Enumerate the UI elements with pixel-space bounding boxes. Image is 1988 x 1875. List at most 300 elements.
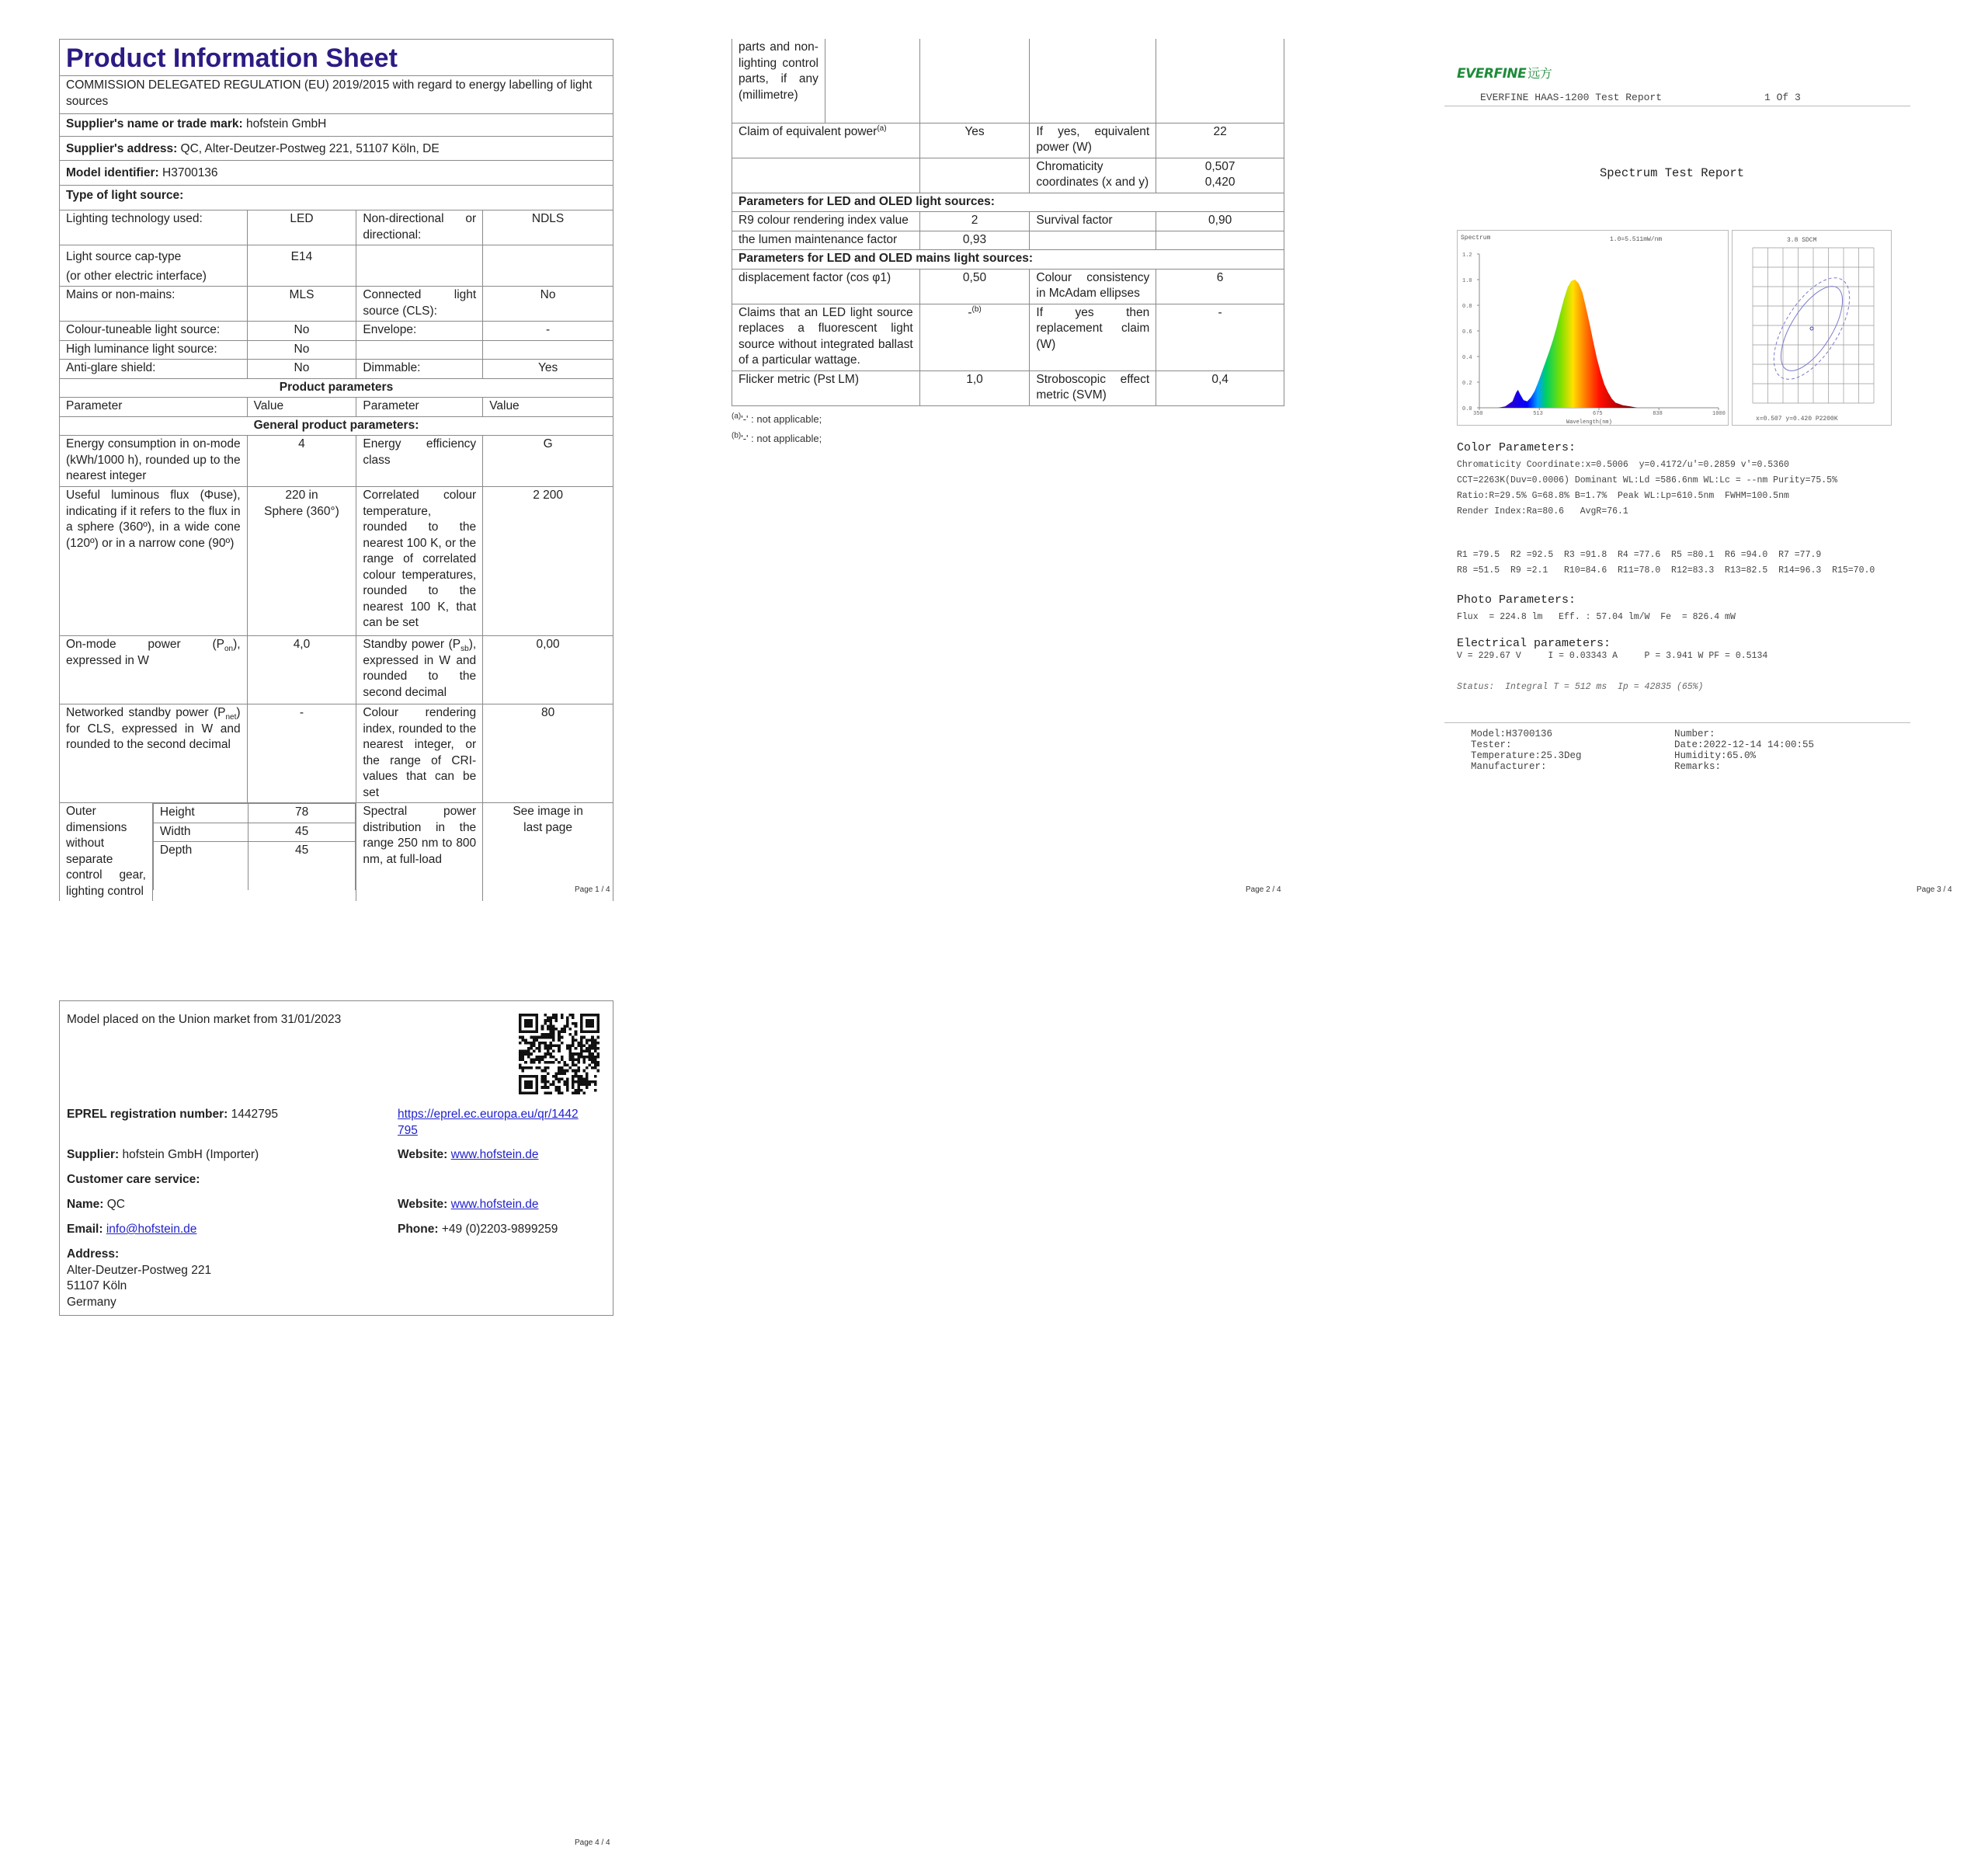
eprel-value: 1442795 [231,1108,278,1121]
sdcm-grid [1753,248,1874,403]
color-line-3: Ratio:R=29.5% G=68.8% B=1.7% Peak WL:Lp=610.5nm FWHM=100.5nm [1457,491,1789,501]
photo-title: Photo Parameters: [1457,593,1576,607]
qr-module [555,1014,558,1017]
qr-module [563,1024,566,1028]
qr-module [547,1091,550,1094]
qr-module [549,1061,552,1064]
qr-module [580,1080,583,1084]
qr-module [582,1061,586,1064]
qr-module [538,1047,541,1050]
qr-module [561,1070,564,1073]
qr-module [572,1058,575,1061]
consist-value: 6 [1156,269,1284,304]
netstandby-sub: net [225,713,237,722]
qr-module [549,1022,552,1025]
email-label: Email: [67,1223,103,1236]
qr-module [555,1058,558,1061]
x-axis-label: Wavelength(nm) [1566,419,1612,426]
qr-module [524,1066,527,1070]
qr-module [552,1033,555,1036]
qr-module [594,1061,597,1064]
eclass-label: Energy efficiency class [356,436,483,487]
qr-module [519,1058,522,1061]
qr-module [586,1038,589,1042]
qr-module [549,1019,552,1022]
qr-module [522,1038,525,1042]
qr-module [544,1042,547,1045]
color-line-1: Chromaticity Coordinate:x=0.5006 y=0.4172/u'=0.2859 v'=0.5360 [1457,460,1789,470]
qr-module [544,1022,547,1025]
qr-module [547,1066,550,1070]
consist-label: Colour consistency in McAdam ellipses [1030,269,1156,304]
qr-finder [586,1019,594,1028]
qr-module [533,1050,536,1053]
qr-module [552,1014,555,1017]
qr-module [577,1042,580,1045]
qr-module [547,1072,550,1075]
qr-module [544,1091,547,1094]
qr-module [547,1017,550,1020]
qr-module [569,1028,572,1031]
qr-module [544,1077,547,1080]
regulation-text: COMMISSION DELEGATED REGULATION (EU) 2019/2015 with regard to energy labelling of light sources [60,76,613,114]
qr-module [589,1056,592,1059]
ri-line-1: R1 =79.5 R2 =92.5 R3 =91.8 R4 =77.6 R5 =80.1 R6 =94.0 R7 =77.9 [1457,550,1822,560]
qr-module [580,1038,583,1042]
qr-module [538,1058,541,1061]
qr-module [555,1028,558,1031]
claims-sup: (b) [971,304,982,314]
cct-label: Correlated colour temperature, rounded to the nearest 100 K, or the range of correlated colour temperatures, rounded to the nearest 100 K, that can be set [356,487,483,636]
supplier-label: Supplier: [67,1148,120,1161]
standby-sub: sb [461,645,469,654]
qr-module [594,1047,597,1050]
qr-module [569,1050,572,1053]
qr-module [591,1052,594,1056]
strobo-value: 0,4 [1156,370,1284,405]
page-2 [732,39,1284,448]
replace-value: - [1156,304,1284,370]
qr-module [596,1036,600,1039]
qr-module [547,1024,550,1028]
qr-module [561,1014,564,1017]
qr-module [575,1070,578,1073]
footnote-a-sup: (a) [732,412,742,421]
qr-module [569,1066,572,1070]
qr-module [586,1086,589,1089]
qr-module [575,1031,578,1034]
website-link[interactable]: www.hofstein.de [450,1148,539,1161]
cct-value: 2 200 [483,487,613,636]
qr-module [527,1052,530,1056]
qr-module [519,1052,522,1056]
qr-module [552,1017,555,1020]
dimmable-value: Yes [483,360,613,379]
qr-module [519,1066,522,1070]
report-title: Spectrum Test Report [1600,166,1745,180]
chroma-label: Chromaticity coordinates (x and y) [1030,158,1156,193]
qr-module [541,1033,544,1036]
qr-module [589,1052,592,1056]
market-text: Model placed on the Union market from 31/01/2023 [67,1013,342,1026]
qr-module [580,1050,583,1053]
qr-module [591,1080,594,1084]
qr-module [552,1031,555,1034]
qr-module [572,1036,575,1039]
sdcm-outer-ellipse [1759,266,1865,391]
page-1 [59,39,613,901]
manufacturer-line: Manufacturer: [1471,761,1547,772]
qr-module [552,1036,555,1039]
y-tick-label: 0.8 [1462,304,1472,310]
qr-module [591,1038,594,1042]
qr-module [544,1070,547,1073]
envelope-value: - [483,322,613,341]
energy-value: 4 [247,436,356,487]
depth-label: Depth [153,842,248,890]
qr-module [582,1044,586,1047]
qr-module [530,1061,533,1064]
qr-module [569,1056,572,1059]
qr-module [596,1047,600,1050]
qr-module [538,1066,541,1070]
qr-module [594,1056,597,1059]
qr-module [572,1084,575,1087]
colour-value: No [247,322,356,341]
strobo-label: Stroboscopic effect metric (SVM) [1030,370,1156,405]
qr-module [566,1019,569,1022]
qr-module [563,1031,566,1034]
qr-module [522,1066,525,1070]
qr-module [524,1042,527,1045]
qr-module [577,1070,580,1073]
page-number-1: Page 1 / 4 [575,885,610,894]
qr-module [558,1050,561,1053]
r9-label: R9 colour rendering index value [732,212,920,231]
qr-module [558,1044,561,1047]
date-line: Date:2022-12-14 14:00:55 [1674,739,1815,750]
cap-value: E14 [247,245,356,287]
qr-module [577,1052,580,1056]
qr-module [549,1033,552,1036]
qr-module [594,1080,597,1084]
qr-module [561,1072,564,1075]
qr-module [522,1070,525,1073]
qr-module [541,1070,544,1073]
dir-value: NDLS [483,210,613,245]
dir-label: Non-directional or directional: [356,210,483,245]
qr-module [563,1072,566,1075]
qr-module [522,1058,525,1061]
qr-module [530,1058,533,1061]
qr-finder [524,1019,533,1028]
tester-line: Tester: [1471,739,1512,750]
qr-module [541,1056,544,1059]
qr-module [547,1047,550,1050]
replace-label: If yes then replacement claim (W) [1030,304,1156,370]
supplier-address-label: Supplier's address: [66,141,178,155]
qr-module [577,1056,580,1059]
qr-module [527,1050,530,1053]
qr-module [524,1038,527,1042]
footnote-b-text: '-' : not applicable; [741,432,822,444]
qr-module [547,1086,550,1089]
eprel-label: EPREL registration number: [67,1108,228,1121]
page-4 [59,1000,613,1316]
qr-module [582,1080,586,1084]
qr-module [575,1091,578,1094]
col-parameter: Parameter [60,398,248,417]
page-number-2: Page 2 / 4 [1246,885,1281,894]
qr-module [541,1024,544,1028]
qr-module [575,1089,578,1092]
qr-module [594,1044,597,1047]
qr-module [549,1044,552,1047]
qr-module [538,1036,541,1039]
qr-module [582,1091,586,1094]
qr-finder [519,1075,538,1078]
qr-finder [519,1091,538,1094]
cap-label-2: (or other electric interface) [66,269,207,283]
page-number-4: Page 4 / 4 [575,1838,610,1847]
qr-module [549,1036,552,1039]
qr-module [569,1044,572,1047]
qr-module [530,1042,533,1045]
qr-module [589,1064,592,1067]
qr-finder [596,1014,600,1033]
qr-module [533,1036,536,1039]
qr-module [575,1075,578,1078]
qr-module [572,1080,575,1084]
website2-label: Website: [398,1198,448,1211]
qr-module [558,1038,561,1042]
height-label: Height [153,804,248,823]
qr-module [575,1038,578,1042]
qr-module [594,1050,597,1053]
qr-module [558,1086,561,1089]
qr-module [522,1050,525,1053]
qr-module [572,1070,575,1073]
model-line: Model:H3700136 [1471,729,1553,739]
qr-finder [519,1014,522,1033]
qr-finder [519,1075,522,1094]
qr-module [533,1061,536,1064]
qr-module [594,1075,597,1078]
website2-link[interactable]: www.hofstein.de [450,1198,539,1211]
qr-module [569,1014,572,1017]
spectrum-label: Spectrum [1461,235,1491,242]
qr-finder [519,1031,538,1034]
qr-module [533,1044,536,1047]
qr-module [519,1056,522,1059]
equiv-value: Yes [919,123,1030,158]
qr-module [561,1028,564,1031]
qr-module [575,1047,578,1050]
footer-rule [1444,722,1910,723]
qr-module [580,1042,583,1045]
qr-module [549,1017,552,1020]
dimmable-label: Dimmable: [356,360,483,379]
eprel-link[interactable]: https://eprel.ec.europa.eu/qr/1442795 [398,1108,579,1137]
qr-module [552,1044,555,1047]
qr-module [580,1052,583,1056]
qr-module [566,1024,569,1028]
supplier-address: QC, Alter-Deutzer-Postweg 221, 51107 Köln, DE [180,141,440,155]
onmode-label: On-mode power (P [66,638,224,651]
supplier-value: hofstein GmbH (Importer) [122,1148,259,1161]
name-label: Name: [67,1198,104,1211]
temp-line: Temperature:25.3Deg [1471,750,1582,761]
equiv-sup: (a) [877,123,887,133]
qr-module [589,1058,592,1061]
qr-module [580,1044,583,1047]
y-tick-label: 1.2 [1462,252,1472,259]
qr-module [582,1070,586,1073]
qr-module [555,1044,558,1047]
qr-module [586,1047,589,1050]
qr-module [566,1047,569,1050]
care-label: Customer care service: [67,1173,200,1186]
qr-finder [536,1075,539,1094]
qr-module [541,1075,544,1078]
address-label: Address: [67,1247,120,1261]
qr-module [555,1077,558,1080]
email-link[interactable]: info@hofstein.de [106,1223,197,1236]
flicker-value: 1,0 [919,370,1030,405]
cri-label: Colour rendering index, rounded to the nearest integer, or the range of CRI-values that can be set [356,704,483,803]
qr-module [538,1044,541,1047]
qr-module [561,1031,564,1034]
qr-module [533,1038,536,1042]
address-line-3: Germany [67,1295,116,1309]
qr-module [558,1047,561,1050]
qr-module [566,1070,569,1073]
qr-module [544,1061,547,1064]
qr-module [572,1075,575,1078]
qr-module [544,1080,547,1084]
qr-module [580,1084,583,1087]
qr-module [596,1064,600,1067]
y-tick-label: 0.6 [1462,329,1472,336]
qr-module [552,1038,555,1042]
qr-module [577,1058,580,1061]
qr-module [586,1056,589,1059]
mains-label: Mains or non-mains: [60,287,248,322]
qr-module [538,1042,541,1045]
color-line-4: Render Index:Ra=80.6 AvgR=76.1 [1457,506,1628,517]
qr-module [544,1075,547,1078]
dims-table [153,803,356,890]
qr-module [591,1036,594,1039]
y-tick-label: 1.0 [1462,278,1472,284]
qr-module [533,1058,536,1061]
report-header-right: 1 Of 3 [1764,92,1801,103]
qr-module [536,1038,539,1042]
qr-module [547,1036,550,1039]
standby-value: 0,00 [483,636,613,704]
qr-module [580,1089,583,1092]
status-line: Status: Integral T = 512 ms Ip = 42835 (65%) [1457,682,1704,692]
y-tick-label: 0.0 [1462,406,1472,412]
qr-module [577,1044,580,1047]
qr-module [580,1047,583,1050]
chroma-x: 0,507 [1204,159,1236,173]
qr-module [558,1036,561,1039]
qr-finder [580,1031,600,1034]
onmode-sub: on [224,645,234,654]
qr-module [577,1091,580,1094]
spectrum-max-label: 1.0=5.511mW/nm [1610,236,1663,243]
flicker-label: Flicker metric (Pst LM) [732,370,920,405]
qr-module [596,1070,600,1073]
qr-module [586,1077,589,1080]
qr-module [591,1044,594,1047]
qr-module [563,1064,566,1067]
qr-module [544,1047,547,1050]
qr-module [572,1022,575,1025]
cie-caption: x=0.507 y=0.420 P2200K [1756,416,1838,423]
qr-module [547,1028,550,1031]
qr-module [533,1042,536,1045]
qr-module [566,1044,569,1047]
phone-value: +49 (0)2203-9899259 [441,1223,558,1236]
eclass-value: G [483,436,613,487]
qr-module [561,1077,564,1080]
qr-module [544,1066,547,1070]
qr-module [541,1080,544,1084]
qr-module [589,1080,592,1084]
qr-module [555,1017,558,1020]
qr-module [566,1084,569,1087]
address-line-1: Alter-Deutzer-Postweg 221 [67,1263,212,1277]
qr-module [572,1091,575,1094]
qr-module [561,1058,564,1061]
qr-module [527,1047,530,1050]
qr-module [569,1052,572,1056]
qr-module [566,1080,569,1084]
qr-module [530,1047,533,1050]
product-params-heading: Product parameters [60,378,613,398]
qr-module [549,1056,552,1059]
cls-value: No [483,287,613,322]
col-value-2: Value [483,398,613,417]
qr-module [589,1047,592,1050]
qr-module [524,1050,527,1053]
qr-module [563,1070,566,1073]
survival-label: Survival factor [1030,212,1156,231]
elec-line: V = 229.67 V I = 0.03343 A P = 3.941 W PF = 0.5134 [1457,651,1768,661]
qr-module [522,1056,525,1059]
qr-module [558,1061,561,1064]
qr-module [586,1042,589,1045]
antiglare-label: Anti-glare shield: [60,360,248,379]
qr-module [541,1077,544,1080]
height-value: 78 [248,804,355,823]
everfine-logo [1457,64,1552,82]
mains-value: MLS [247,287,356,322]
lumen-label: the lumen maintenance factor [732,231,920,250]
qr-module [575,1058,578,1061]
supplier-name-label: Supplier's name or trade mark: [66,117,243,130]
cont-dims-label: parts and non-lighting control parts, if any (millimetre) [732,39,825,123]
qr-module [530,1044,533,1047]
qr-module [586,1072,589,1075]
chromaticity-point [1810,327,1813,330]
qr-module [572,1077,575,1080]
qr-module [586,1080,589,1084]
qr-module [544,1036,547,1039]
qr-module [536,1036,539,1039]
